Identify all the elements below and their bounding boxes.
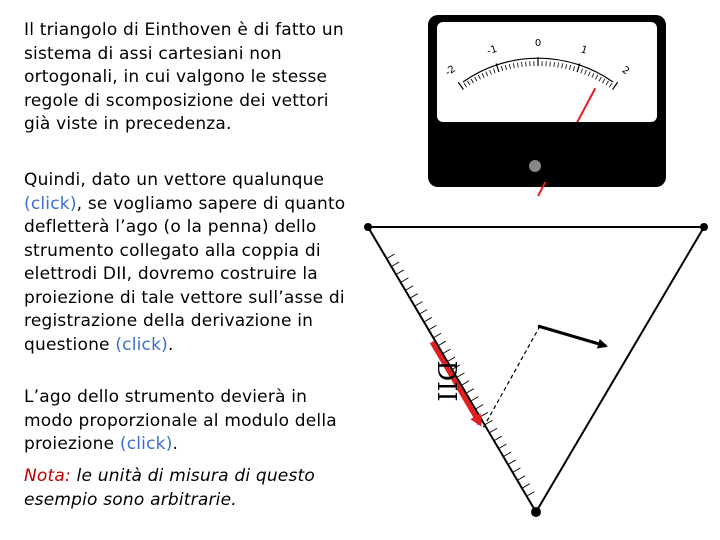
lead-axis-tick: [443, 349, 451, 354]
projection-text-c: .: [167, 334, 174, 355]
lead-axis-tick: [508, 460, 516, 465]
lead-axis-tick: [522, 484, 530, 489]
lead-axis-tick: [494, 436, 502, 441]
meter-adjust-screw-icon: [529, 160, 541, 172]
lead-axis-tick: [513, 468, 521, 473]
dashed-projection-line: [482, 326, 540, 430]
click-link-projection[interactable]: (click): [115, 334, 168, 355]
projection-text-b: , se vogliamo sapere di quanto defletterà l’ago (o la penna) dello strumento collegato alla coppia di elettrodi DII, dovremo costruire la proiezione di tale vettore sull’asse di registrazione della derivazione in questione: [24, 193, 346, 355]
deflection-text-b: .: [172, 434, 179, 454]
lead-axis-tick: [415, 302, 423, 307]
triangle-vertex-bottom: [531, 507, 541, 517]
lead-axis-tick: [396, 270, 404, 275]
meter-scale-label: 0: [534, 38, 542, 49]
lead-axis-tick: [433, 333, 441, 338]
galvanometer: [428, 15, 666, 196]
lead-axis-tick: [527, 492, 535, 497]
lead-axis-tick: [517, 476, 525, 481]
lead-axis-tick: [410, 294, 418, 299]
meter-scale-label: -1: [485, 43, 499, 58]
lead-axis-tick: [419, 310, 427, 315]
lead-axis-tick: [489, 428, 497, 433]
meter-lower-panel: [432, 122, 662, 182]
einthoven-triangle: [364, 223, 708, 517]
deflection-text-a: L’ago dello strumento devierà in modo proporzionale al modulo della proiezione: [24, 387, 337, 454]
meter-scale-label: 1: [579, 44, 589, 57]
note-text: le unità di misura di questo esempio sono arbitrarie.: [24, 466, 315, 510]
triangle-outline: [368, 227, 704, 512]
lead-axis-tick: [405, 286, 413, 291]
lead-label-dii: DII: [431, 360, 461, 402]
triangle-vertex-left: [364, 223, 372, 231]
lead-axis-tick: [499, 444, 507, 449]
intro-paragraph: Il triangolo di Einthoven è di fatto un sistema di assi cartesiani non ortogonali, in cui valgono le stesse regole di scomposizione dei vettori già viste in precedenza.: [24, 20, 344, 134]
lead-axis-tick: [424, 317, 432, 322]
meter-scale-label: 2: [619, 64, 632, 78]
lead-axis-tick: [391, 262, 399, 267]
lead-axis-tick: [461, 381, 469, 386]
lead-axis-tick: [438, 341, 446, 346]
triangle-vertex-right: [700, 223, 708, 231]
lead-axis-tick: [429, 325, 437, 330]
click-link-vector[interactable]: (click): [24, 193, 77, 214]
note-label: Nota:: [24, 466, 71, 486]
lead-axis-tick: [471, 397, 479, 402]
lead-axis-tick: [480, 412, 488, 417]
click-link-deflection[interactable]: (click): [119, 434, 173, 454]
lead-axis-tick: [401, 278, 409, 283]
heart-vector-arrow: [538, 326, 606, 346]
lead-axis-tick: [475, 405, 483, 410]
meter-scale-label: -2: [443, 63, 458, 79]
lead-axis-tick: [387, 254, 395, 259]
lead-axis-tick: [503, 452, 511, 457]
projection-text-a: Quindi, dato un vettore qualunque: [24, 170, 325, 190]
lead-axis-tick: [466, 389, 474, 394]
